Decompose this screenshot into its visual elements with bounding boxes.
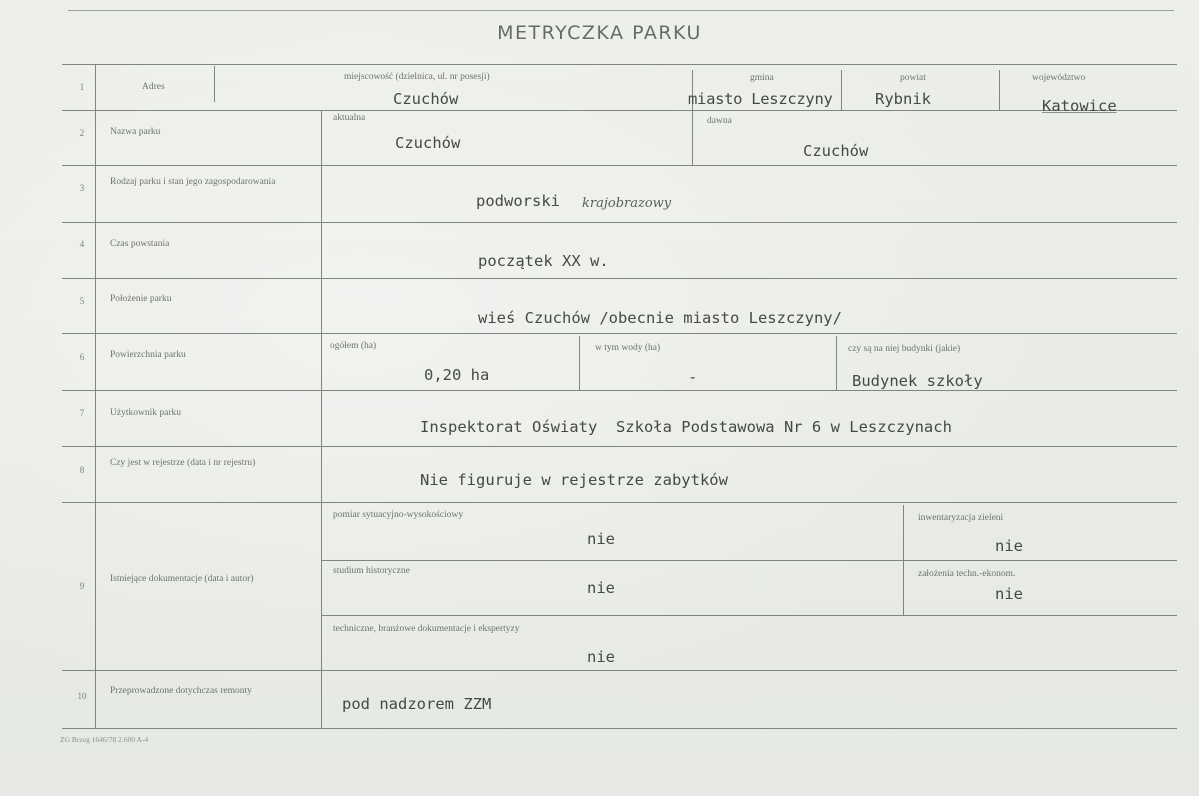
locality-value: Czuchów <box>393 90 459 108</box>
col-buildings-rule <box>836 336 837 390</box>
technical-docs-value: nie <box>587 648 615 666</box>
col-water-rule <box>579 336 580 390</box>
water-area-caption: w tym wody (ha) <box>595 343 661 353</box>
inventory-caption: inwentaryzacja zieleni <box>918 513 1004 523</box>
rule-7 <box>62 446 1177 447</box>
rule-9 <box>62 670 1177 671</box>
gmina-value: miasto Leszczyny <box>688 90 833 108</box>
row-number: 9 <box>79 581 85 591</box>
survey-value: nie <box>587 530 615 548</box>
locality-caption: miejscowość (dzielnica, ul. nr posesji) <box>344 72 490 82</box>
row-number: 3 <box>79 183 85 193</box>
techecon-caption: założenia techn.-ekonom. <box>918 569 1016 579</box>
row-number: 10 <box>77 691 87 701</box>
card-title: METRYCZKA PARKU <box>497 22 702 44</box>
location-value: wieś Czuchów /obecnie miasto Leszczyny/ <box>478 309 842 327</box>
total-area-value: 0,20 ha <box>424 366 490 384</box>
top-rule <box>68 10 1174 11</box>
repairs-label: Przeprowadzone dotychczas remonty <box>110 686 252 696</box>
rule-9b <box>322 615 1177 616</box>
total-area-caption: ogółem (ha) <box>330 341 377 351</box>
address-label: Adres <box>142 82 165 92</box>
techecon-value: nie <box>995 585 1023 603</box>
rule-9a <box>322 560 1177 561</box>
powiat-value: Rybnik <box>875 90 931 108</box>
register-label: Czy jest w rejestrze (data i nr rejestru) <box>110 458 256 468</box>
user-value: Inspektorat Oświaty Szkoła Podstawowa Nr 6 w Leszczynach <box>420 418 952 436</box>
voivodeship-value: Katowice <box>1042 97 1117 115</box>
row-number: 7 <box>79 408 85 418</box>
rule-5 <box>62 333 1177 334</box>
former-name-value: Czuchów <box>803 142 869 160</box>
col-adres-rule <box>214 66 215 102</box>
col-inventory-rule <box>903 505 904 615</box>
buildings-caption: czy są na niej budynki (jakie) <box>848 344 961 354</box>
print-footer: ZG Brzeg 1646/78 2.600 A-4 <box>60 735 149 744</box>
col-gmina-rule <box>692 70 693 165</box>
park-type-value: podworski <box>476 192 560 210</box>
row-number: 4 <box>79 239 85 249</box>
rule-8 <box>62 502 1177 503</box>
col-woj-rule <box>999 70 1000 110</box>
history-caption: studium historyczne <box>333 566 410 576</box>
survey-caption: pomiar sytuacyjno-wysokościowy <box>333 510 464 520</box>
water-area-value: - <box>688 368 698 386</box>
park-type-handwritten: krajobrazowy <box>582 196 672 211</box>
current-name-caption: aktualna <box>333 113 366 123</box>
row-number: 1 <box>79 82 85 92</box>
rule-1 <box>62 110 1177 111</box>
rule-3 <box>62 222 1177 223</box>
documentation-label: Istniejące dokumentacje (data i autor) <box>110 574 254 584</box>
rule-4 <box>62 278 1177 279</box>
current-name-value: Czuchów <box>395 134 461 152</box>
row-number: 6 <box>79 352 85 362</box>
col-num-rule <box>95 64 96 728</box>
park-name-label: Nazwa parku <box>110 127 161 137</box>
row-number: 5 <box>79 296 85 306</box>
row-number: 2 <box>79 128 85 138</box>
powiat-caption: powiat <box>900 73 926 83</box>
gmina-caption: gmina <box>750 73 774 83</box>
inventory-value: nie <box>995 537 1023 555</box>
location-label: Położenie parku <box>110 294 172 304</box>
row-number: 8 <box>79 465 85 475</box>
park-type-label: Rodzaj parku i stan jego zagospodarowania <box>110 177 276 187</box>
col-powiat-rule <box>841 70 842 110</box>
rule-header <box>62 64 1177 65</box>
repairs-value: pod nadzorem ZZM <box>342 695 492 713</box>
user-label: Użytkownik parku <box>110 408 181 418</box>
buildings-value: Budynek szkoły <box>852 372 983 390</box>
rule-10 <box>62 728 1177 729</box>
area-label: Powierzchnia parku <box>110 350 186 360</box>
rule-6 <box>62 390 1177 391</box>
technical-docs-caption: techniczne, branżowe dokumentacje i ekspertyzy <box>333 624 520 634</box>
register-value: Nie figuruje w rejestrze zabytków <box>420 471 728 489</box>
rule-2 <box>62 165 1177 166</box>
history-value: nie <box>587 579 615 597</box>
former-name-caption: dawna <box>707 116 732 126</box>
creation-time-value: początek XX w. <box>478 252 609 270</box>
col-label-rule <box>321 110 322 728</box>
voivodeship-caption: województwo <box>1032 73 1086 83</box>
creation-time-label: Czas powstania <box>110 239 170 249</box>
